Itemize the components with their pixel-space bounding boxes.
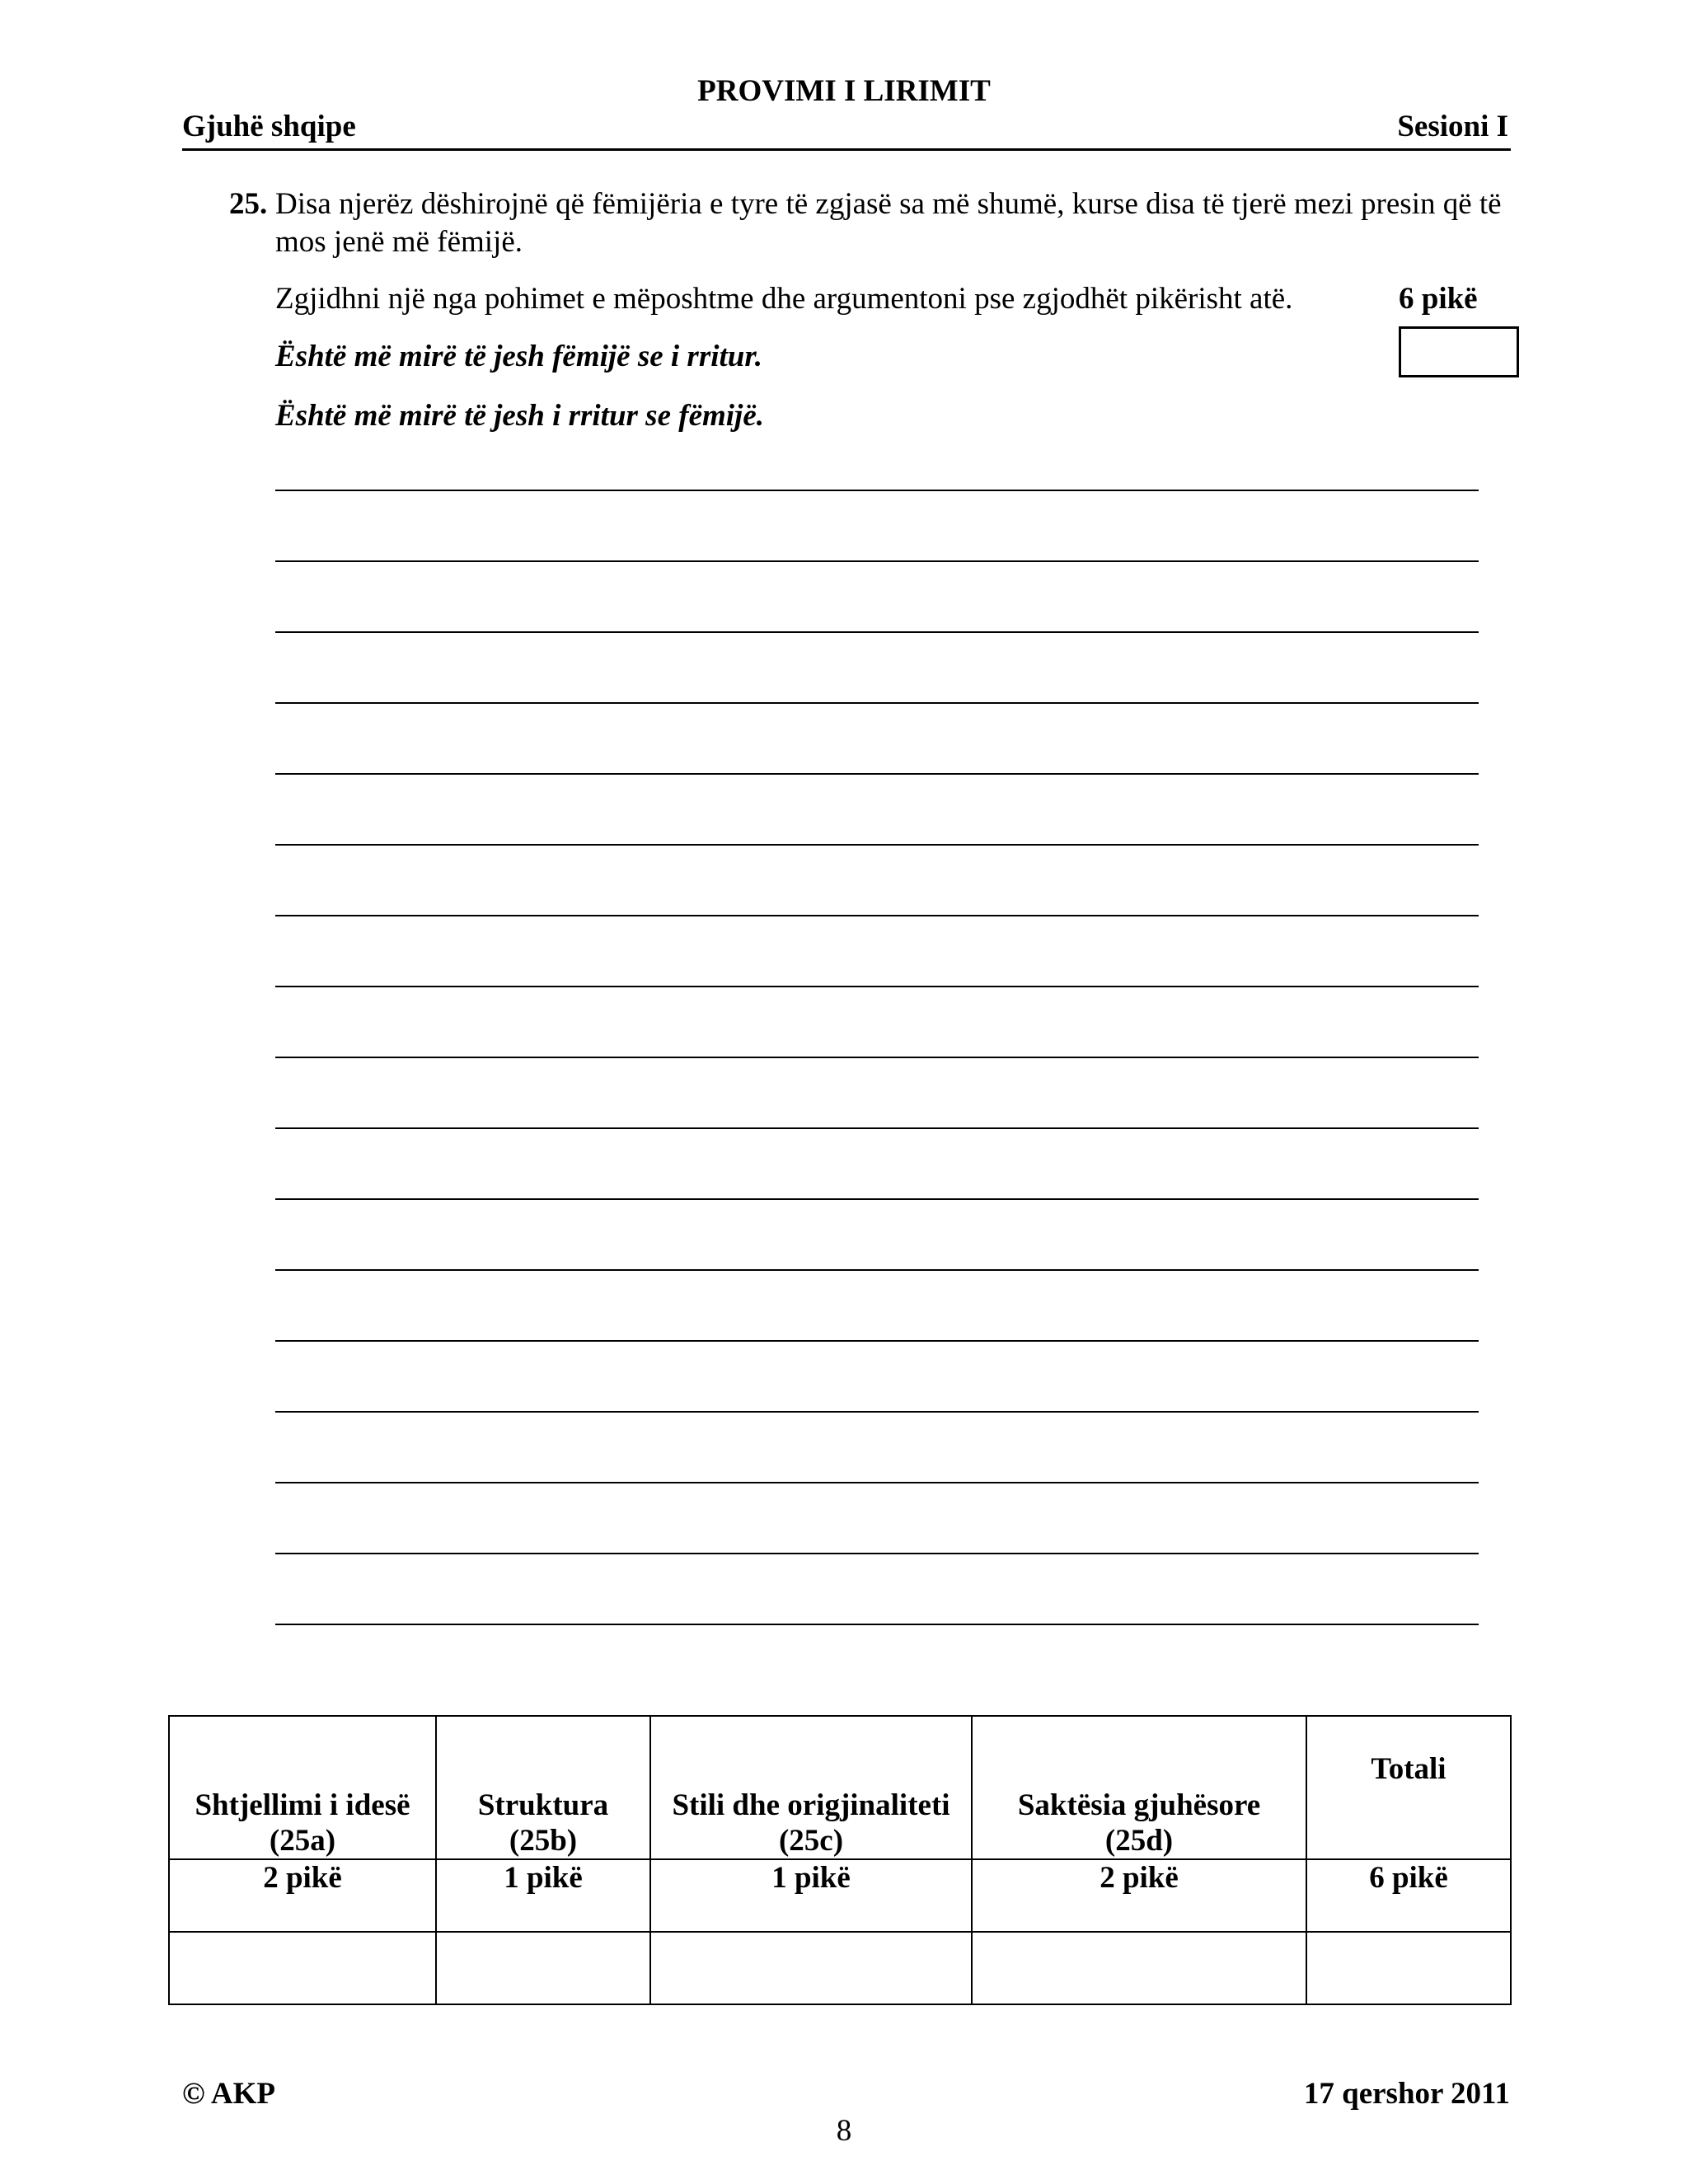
header-divider (182, 148, 1511, 151)
rubric-header-cell (972, 1716, 1306, 1859)
answer-line[interactable] (275, 1553, 1479, 1554)
rubric-score-cell[interactable] (650, 1932, 972, 2004)
rubric-criterion-code: (25c) (778, 1824, 844, 1858)
answer-line[interactable] (275, 1127, 1479, 1129)
rubric-criterion-code: (25a) (269, 1824, 336, 1858)
answer-line[interactable] (275, 773, 1479, 775)
rubric-criterion-title: Struktura (477, 1788, 609, 1822)
rubric-score-cell[interactable] (169, 1932, 436, 2004)
rubric-max-points: 2 pikë (972, 1859, 1306, 1932)
page-number: 8 (836, 2114, 852, 2148)
answer-line[interactable] (275, 986, 1479, 987)
rubric-criterion-title: Totali (1371, 1752, 1447, 1786)
rubric-header-cell (1306, 1716, 1511, 1859)
scoring-rubric-table (168, 1715, 1512, 2005)
answer-line[interactable] (275, 490, 1479, 491)
answer-line[interactable] (275, 560, 1479, 562)
answer-line[interactable] (275, 1411, 1479, 1413)
question-text: Disa njerëz dëshirojnë që fëmijëria e tyre të zgjasë sa më shumë, kurse disa të tjerë mezi presin që të mos jenë më fëmijë. (275, 187, 1502, 259)
rubric-criterion-code: (25b) (509, 1824, 578, 1858)
rubric-criterion-title: Stili dhe origjinaliteti (672, 1788, 950, 1822)
question-points: 6 pikë (1399, 282, 1478, 316)
rubric-score-cell[interactable] (436, 1932, 650, 2004)
rubric-header-cell (650, 1716, 972, 1859)
answer-line[interactable] (275, 1482, 1479, 1483)
answer-line[interactable] (275, 1624, 1479, 1625)
subject-label: Gjuhë shqipe (182, 110, 356, 143)
rubric-header-cell (436, 1716, 650, 1859)
rubric-criterion-title: Saktësia gjuhësore (1017, 1788, 1261, 1822)
answer-line[interactable] (275, 1198, 1479, 1200)
rubric-criterion-title: Shtjellimi i idesë (195, 1788, 410, 1822)
rubric-points-row (169, 1859, 1511, 1932)
rubric-header-cell (169, 1716, 436, 1859)
rubric-score-cell[interactable] (1306, 1932, 1511, 2004)
answer-line[interactable] (275, 631, 1479, 633)
copyright-notice: © AKP (182, 2077, 275, 2111)
question-instruction: Zgjidhni një nga pohimet e mëposhtme dhe argumentoni pse zgjodhët pikërisht atë. (275, 282, 1293, 316)
rubric-criterion-code: (25d) (1104, 1824, 1174, 1858)
answer-line[interactable] (275, 915, 1479, 916)
answer-line[interactable] (275, 1057, 1479, 1058)
answer-line[interactable] (275, 1269, 1479, 1271)
exam-date: 17 qershor 2011 (1303, 2077, 1510, 2111)
session-label: Sesioni I (1397, 110, 1508, 143)
exam-title: PROVIMI I LIRIMIT (697, 74, 991, 108)
question-number: 25. (229, 187, 268, 221)
answer-line[interactable] (275, 702, 1479, 704)
rubric-max-points: 1 pikë (436, 1859, 650, 1932)
statement-option-2: Është më mirë të jesh i rritur se fëmijë. (275, 399, 765, 433)
rubric-header-row (169, 1716, 1511, 1859)
score-box[interactable] (1399, 326, 1519, 377)
rubric-score-cell[interactable] (972, 1932, 1306, 2004)
rubric-score-row (169, 1932, 1511, 2004)
rubric-max-points: 6 pikë (1306, 1859, 1511, 1932)
answer-line[interactable] (275, 844, 1479, 846)
answer-line[interactable] (275, 1340, 1479, 1342)
rubric-max-points: 2 pikë (169, 1859, 436, 1932)
statement-option-1: Është më mirë të jesh fëmijë se i rritur. (275, 340, 762, 373)
rubric-max-points: 1 pikë (650, 1859, 972, 1932)
